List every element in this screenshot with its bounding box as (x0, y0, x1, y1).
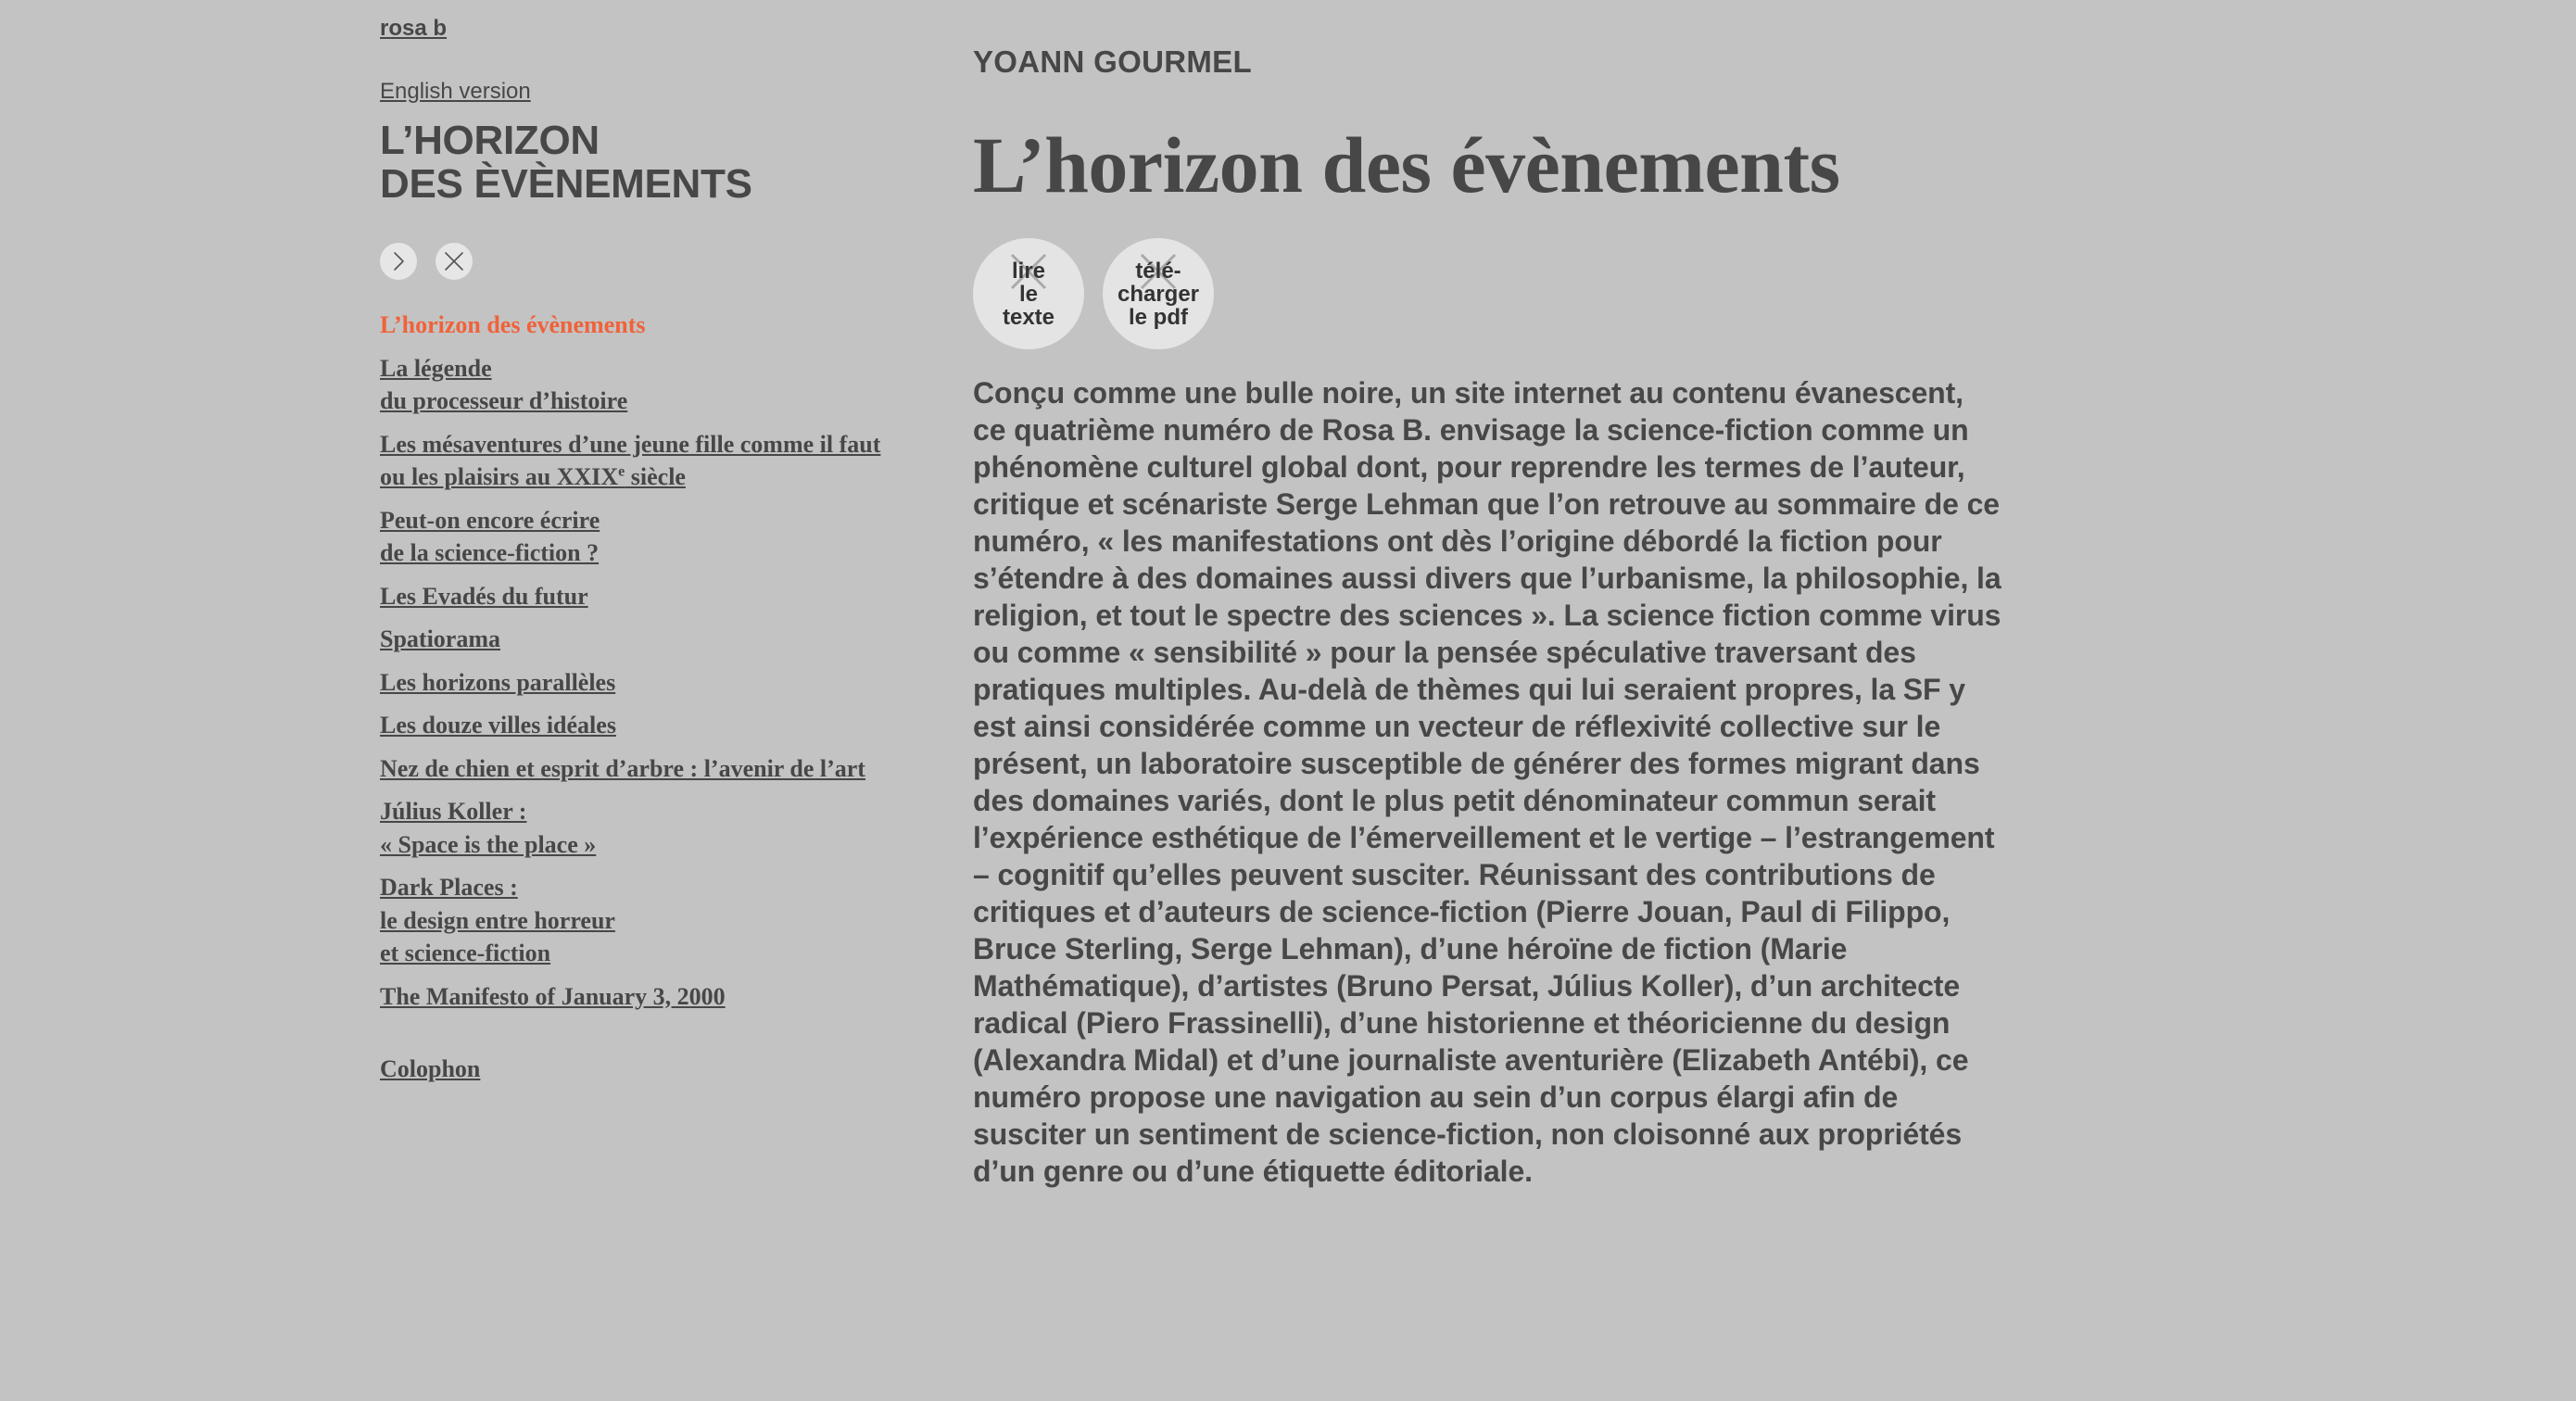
english-version-link[interactable]: English version (380, 79, 531, 104)
toc-link[interactable] (380, 504, 954, 570)
toc-link-line: Les douze villes idéales (380, 712, 616, 738)
site-name-link[interactable]: rosa b (380, 16, 448, 41)
toc-link-text: ou les plaisirs au XXIX (380, 463, 619, 490)
toc-link-line: Les mésaventures d’une jeune fille comme il faut (380, 430, 881, 458)
toc-link-line: Les horizons parallèles (380, 668, 616, 696)
toc-link[interactable] (380, 709, 954, 742)
nav-controls (380, 243, 473, 280)
toc-link[interactable] (380, 795, 954, 861)
toc-link-line: « Space is the place » (380, 830, 597, 858)
download-pdf-button[interactable] (1103, 238, 1214, 349)
toc-link[interactable] (380, 580, 954, 613)
toc-item (380, 871, 954, 970)
article-body: Conçu comme une bulle noire, un site internet au contenu évanescent, ce quatrième numéro de Rosa B. envisage la science-fiction comme un phénomène culturel global dont, pour reprendre les termes de l’auteur, critique et scénariste Serge Lehman que l’on retrouve au sommaire de ce numéro, « les manifestations ont dès l’origine débordé la fiction pour s’étendre à des domaines aussi divers que l’urbanisme, la philosophie, la religion, et tout le spectre des sciences ». La science fiction comme virus ou comme « sensibilité » pour la pensée spéculative traversant des pratiques multiples. Au-delà de thèmes qui lui seraient propres, la SF y est ainsi considérée comme un vecteur de réflexivité collective sur le présent, un laboratoire susceptible de générer des formes migrant dans des domaines variés, dont le plus petit dénominateur commun serait l’expérience esthétique de l’émerveillement et le vertige – l’estrangement – cognitif qu’elles peuvent susciter. Réunissant des contributions de critiques et d’auteurs de science-fiction (Pierre Jouan, Paul di Filippo, Bruce Sterling, Serge Lehman), d’une héroïne de fiction (Marie Mathématique), d’artistes (Bruno Persat, Július Koller), d’un architecte radical (Piero Frassinelli), d’une historienne et théoricienne du design (Alexandra Midal) et d’une journaliste aventurière (Elizabeth Antébi), ce numéro propose une navigation au sein d’un corpus élargi afin de susciter un sentiment de science-fiction, non cloisonné aux propriétés d’un genre ou d’une étiquette éditoriale. (973, 376, 2001, 1188)
toc-item (380, 504, 954, 570)
toc-item (380, 666, 954, 700)
article-actions (973, 238, 1214, 349)
toc-item (380, 309, 954, 342)
toc-item (380, 752, 954, 786)
download-pdf-label: télé- charger le pdf (1117, 258, 1200, 330)
toc-link-line: The Manifesto of January 3, 2000 (380, 982, 726, 1010)
issue-title (380, 119, 752, 206)
issue-title-line-2: DES ÈVÈNEMENTS (380, 161, 752, 207)
toc-link[interactable] (380, 352, 954, 418)
toc-item (380, 623, 954, 656)
toc-link-current[interactable] (380, 309, 954, 342)
toc-link-line: Július Koller : (380, 798, 527, 825)
toc-link-line: La légende (380, 354, 492, 382)
toc-item (380, 428, 954, 494)
article-title: L’horizon des évènements (973, 120, 1840, 209)
issue-title-line-1: L’HORIZON (380, 118, 600, 163)
colophon-link[interactable]: Colophon (380, 1055, 481, 1082)
toc-link-tail: siècle (625, 463, 686, 490)
toc-item (380, 795, 954, 861)
toc-link[interactable] (380, 752, 954, 786)
toc-link-line: Nez de chien et esprit d’arbre : l’avenir de l’art (380, 754, 865, 782)
author-name: YOANN GOURMEL (973, 44, 1252, 79)
toc-item (380, 709, 954, 742)
next-button[interactable] (380, 243, 417, 280)
toc-link-line: de la science-fiction ? (380, 539, 600, 566)
toc-link[interactable] (380, 428, 954, 494)
read-text-label: lire le texte (1002, 258, 1055, 330)
close-button[interactable] (436, 243, 473, 280)
toc-link[interactable] (380, 871, 954, 970)
toc-link-line (380, 461, 954, 494)
toc-link[interactable] (380, 980, 954, 1014)
toc-superscript: e (618, 463, 625, 480)
toc-link-line: du processeur d’histoire (380, 387, 628, 414)
toc-link[interactable] (380, 666, 954, 700)
toc-link-line: Spatiorama (380, 625, 500, 652)
chevron-right-icon (386, 249, 410, 273)
toc-link[interactable] (380, 623, 954, 656)
toc-link-line: L’horizon des évènements (380, 311, 646, 338)
toc-item (380, 580, 954, 613)
toc-link-line: et science-fiction (380, 940, 551, 966)
toc-link-line: Les Evadés du futur (380, 582, 588, 610)
toc-link-line: Peut-on encore écrire (380, 506, 600, 534)
table-of-contents (380, 309, 954, 1023)
toc-item (380, 980, 954, 1014)
read-text-button[interactable] (973, 238, 1084, 349)
toc-item (380, 352, 954, 418)
close-icon (442, 249, 466, 273)
toc-link-line: Dark Places : (380, 874, 518, 901)
toc-link-line: le design entre horreur (380, 906, 615, 934)
